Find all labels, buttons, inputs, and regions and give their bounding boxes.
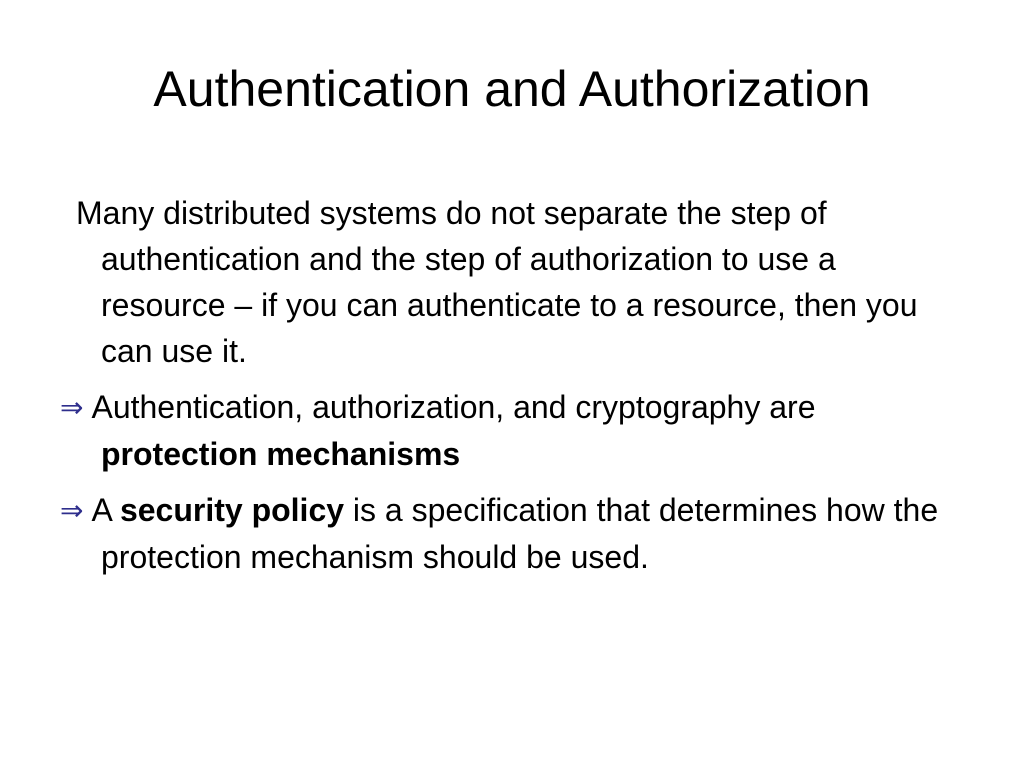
- bullet-emphasis: protection mechanisms: [101, 436, 461, 472]
- bullet-item-protection-mechanisms: [60, 384, 960, 477]
- bullet-text: Authentication, authorization, and cryptography are: [91, 389, 816, 425]
- double-arrow-right-icon: ⇒: [60, 494, 84, 527]
- bullet-emphasis: security policy: [119, 492, 345, 528]
- intro-paragraph: Many distributed systems do not separate the step of authentication and the step of authorization to use a resource – if you can authenticate to a resource, then you can use it.: [76, 195, 918, 369]
- double-arrow-right-icon: ⇒: [60, 391, 84, 424]
- bullet-item-security-policy: [60, 487, 960, 580]
- bullet-text-after: is a specification that determines how the protection mechanism should be used.: [101, 492, 939, 575]
- bullet-text: A: [91, 492, 120, 528]
- slide-body: [60, 190, 960, 590]
- slide-title: Authentication and Authorization: [153, 61, 871, 117]
